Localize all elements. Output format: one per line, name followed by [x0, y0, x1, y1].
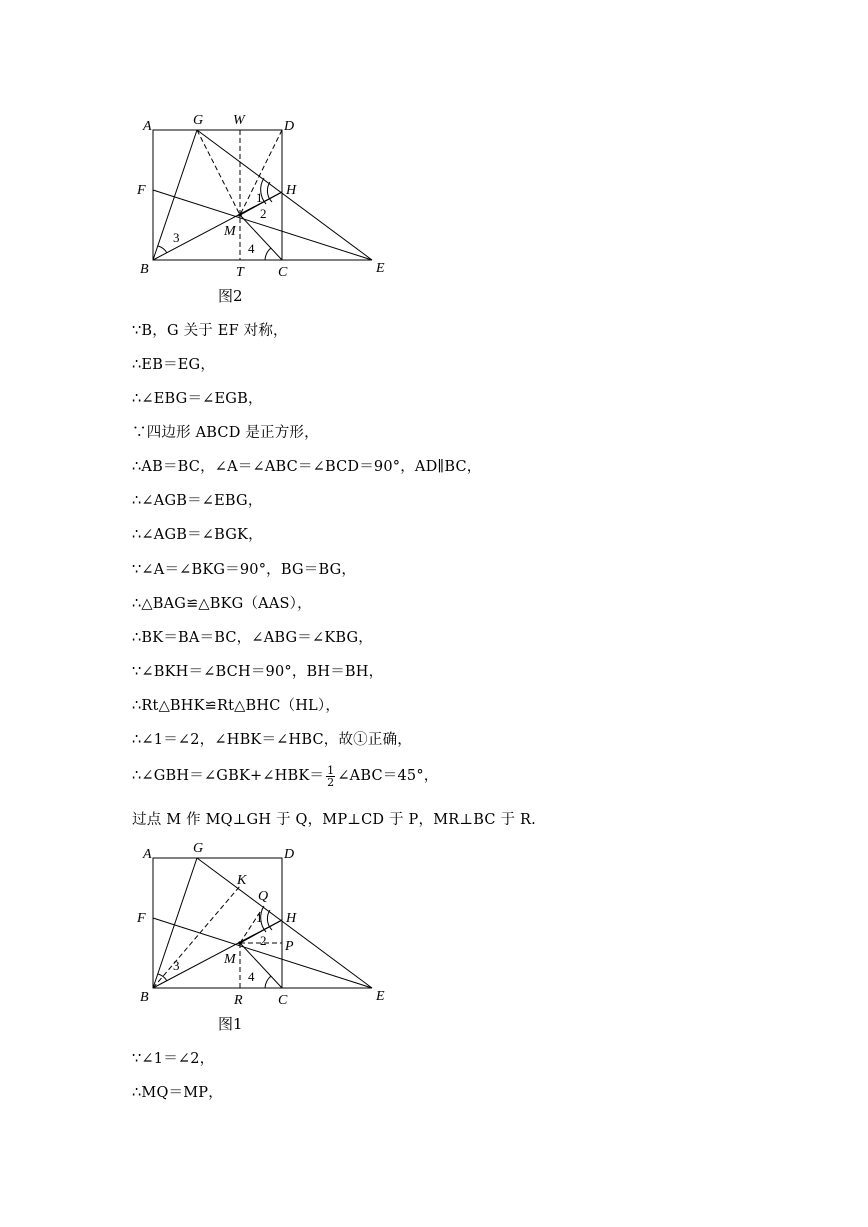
- fig2-label-t: T: [236, 265, 244, 280]
- proof-line: ∵四边形 ABCD 是正方形，: [132, 425, 319, 441]
- fig2-label-a: A: [143, 119, 152, 134]
- proof-line: ∴MQ＝MP，: [132, 1085, 223, 1101]
- figure-1-caption: 图1: [218, 1015, 243, 1033]
- proof-line: ∴Rt△BHK≌Rt△BHC（HL），: [132, 698, 341, 714]
- fraction-numerator: 1: [327, 763, 335, 777]
- fig2-label-f: F: [137, 183, 146, 198]
- proof-line: ∴∠AGB＝∠EBG，: [132, 493, 263, 509]
- fig1-label-p: P: [285, 939, 294, 954]
- proof-line: ∴△BAG≌△BKG（AAS），: [132, 596, 312, 612]
- fraction-line-prefix: ∴∠GBH＝∠GBK+∠HBK＝: [132, 768, 325, 784]
- fig2-label-h: H: [286, 183, 297, 198]
- fig1-label-c: C: [278, 993, 288, 1008]
- fig1-angle-4: 4: [248, 969, 255, 984]
- proof-line: ∴BK＝BA＝BC，∠ABG＝∠KBG，: [132, 630, 373, 646]
- fig1-label-e: E: [376, 989, 385, 1004]
- proof-line: ∴EB＝EG，: [132, 357, 216, 373]
- fig2-angle-4: 4: [248, 241, 255, 256]
- proof-line: ∴AB＝BC，∠A＝∠ABC＝∠BCD＝90°，AD∥BC，: [132, 459, 482, 475]
- fig1-label-q: Q: [258, 889, 269, 904]
- fig1-label-g: G: [193, 841, 204, 856]
- fig1-label-f: F: [137, 911, 146, 926]
- fraction-line-suffix: ∠ABC＝45°，: [337, 768, 439, 784]
- fig2-label-d: D: [284, 119, 295, 134]
- fig2-angle-1: 1: [256, 190, 263, 205]
- fig1-label-d: D: [284, 847, 295, 862]
- fig1-label-b: B: [140, 990, 149, 1005]
- fig1-label-r: R: [234, 993, 243, 1008]
- proof-line: ∵∠A＝∠BKG＝90°，BG＝BG，: [132, 562, 357, 578]
- fig1-angle-2: 2: [260, 933, 267, 948]
- proof-line: ∵B，G 关于 EF 对称，: [132, 323, 288, 339]
- fig2-label-m: M: [224, 224, 236, 239]
- fig2-label-b: B: [140, 262, 149, 277]
- fig1-label-m: M: [224, 952, 236, 967]
- fig1-label-k: K: [237, 873, 247, 888]
- fig2-angle-3: 3: [173, 230, 180, 245]
- proof-line: ∴∠EBG＝∠EGB，: [132, 391, 263, 407]
- fig2-label-c: C: [278, 265, 288, 280]
- fig1-label-a: A: [143, 847, 152, 862]
- fig1-angle-1: 1: [256, 910, 263, 925]
- fig1-angle-3: 3: [173, 958, 180, 973]
- fig2-label-e: E: [376, 261, 385, 276]
- fig2-label-w: W: [233, 113, 245, 128]
- proof-line: ∴∠1＝∠2，∠HBK＝∠HBC，故①正确，: [132, 732, 412, 748]
- figure-1-diagram: [0, 728, 420, 1038]
- fig2-angle-2: 2: [260, 206, 267, 221]
- figure-2-caption: 图2: [218, 287, 243, 305]
- proof-line: ∵∠BKH＝∠BCH＝90°，BH＝BH，: [132, 664, 384, 680]
- fig2-label-g: G: [193, 113, 204, 128]
- fraction-denominator: 2: [327, 775, 335, 789]
- proof-line: ∴∠AGB＝∠BGK，: [132, 527, 263, 543]
- construction-line: 过点 M 作 MQ⊥GH 于 Q，MP⊥CD 于 P，MR⊥BC 于 R.: [132, 812, 536, 828]
- figure-2-diagram: [0, 0, 420, 310]
- proof-line: ∵∠1＝∠2，: [132, 1051, 215, 1067]
- fig1-label-h: H: [286, 911, 297, 926]
